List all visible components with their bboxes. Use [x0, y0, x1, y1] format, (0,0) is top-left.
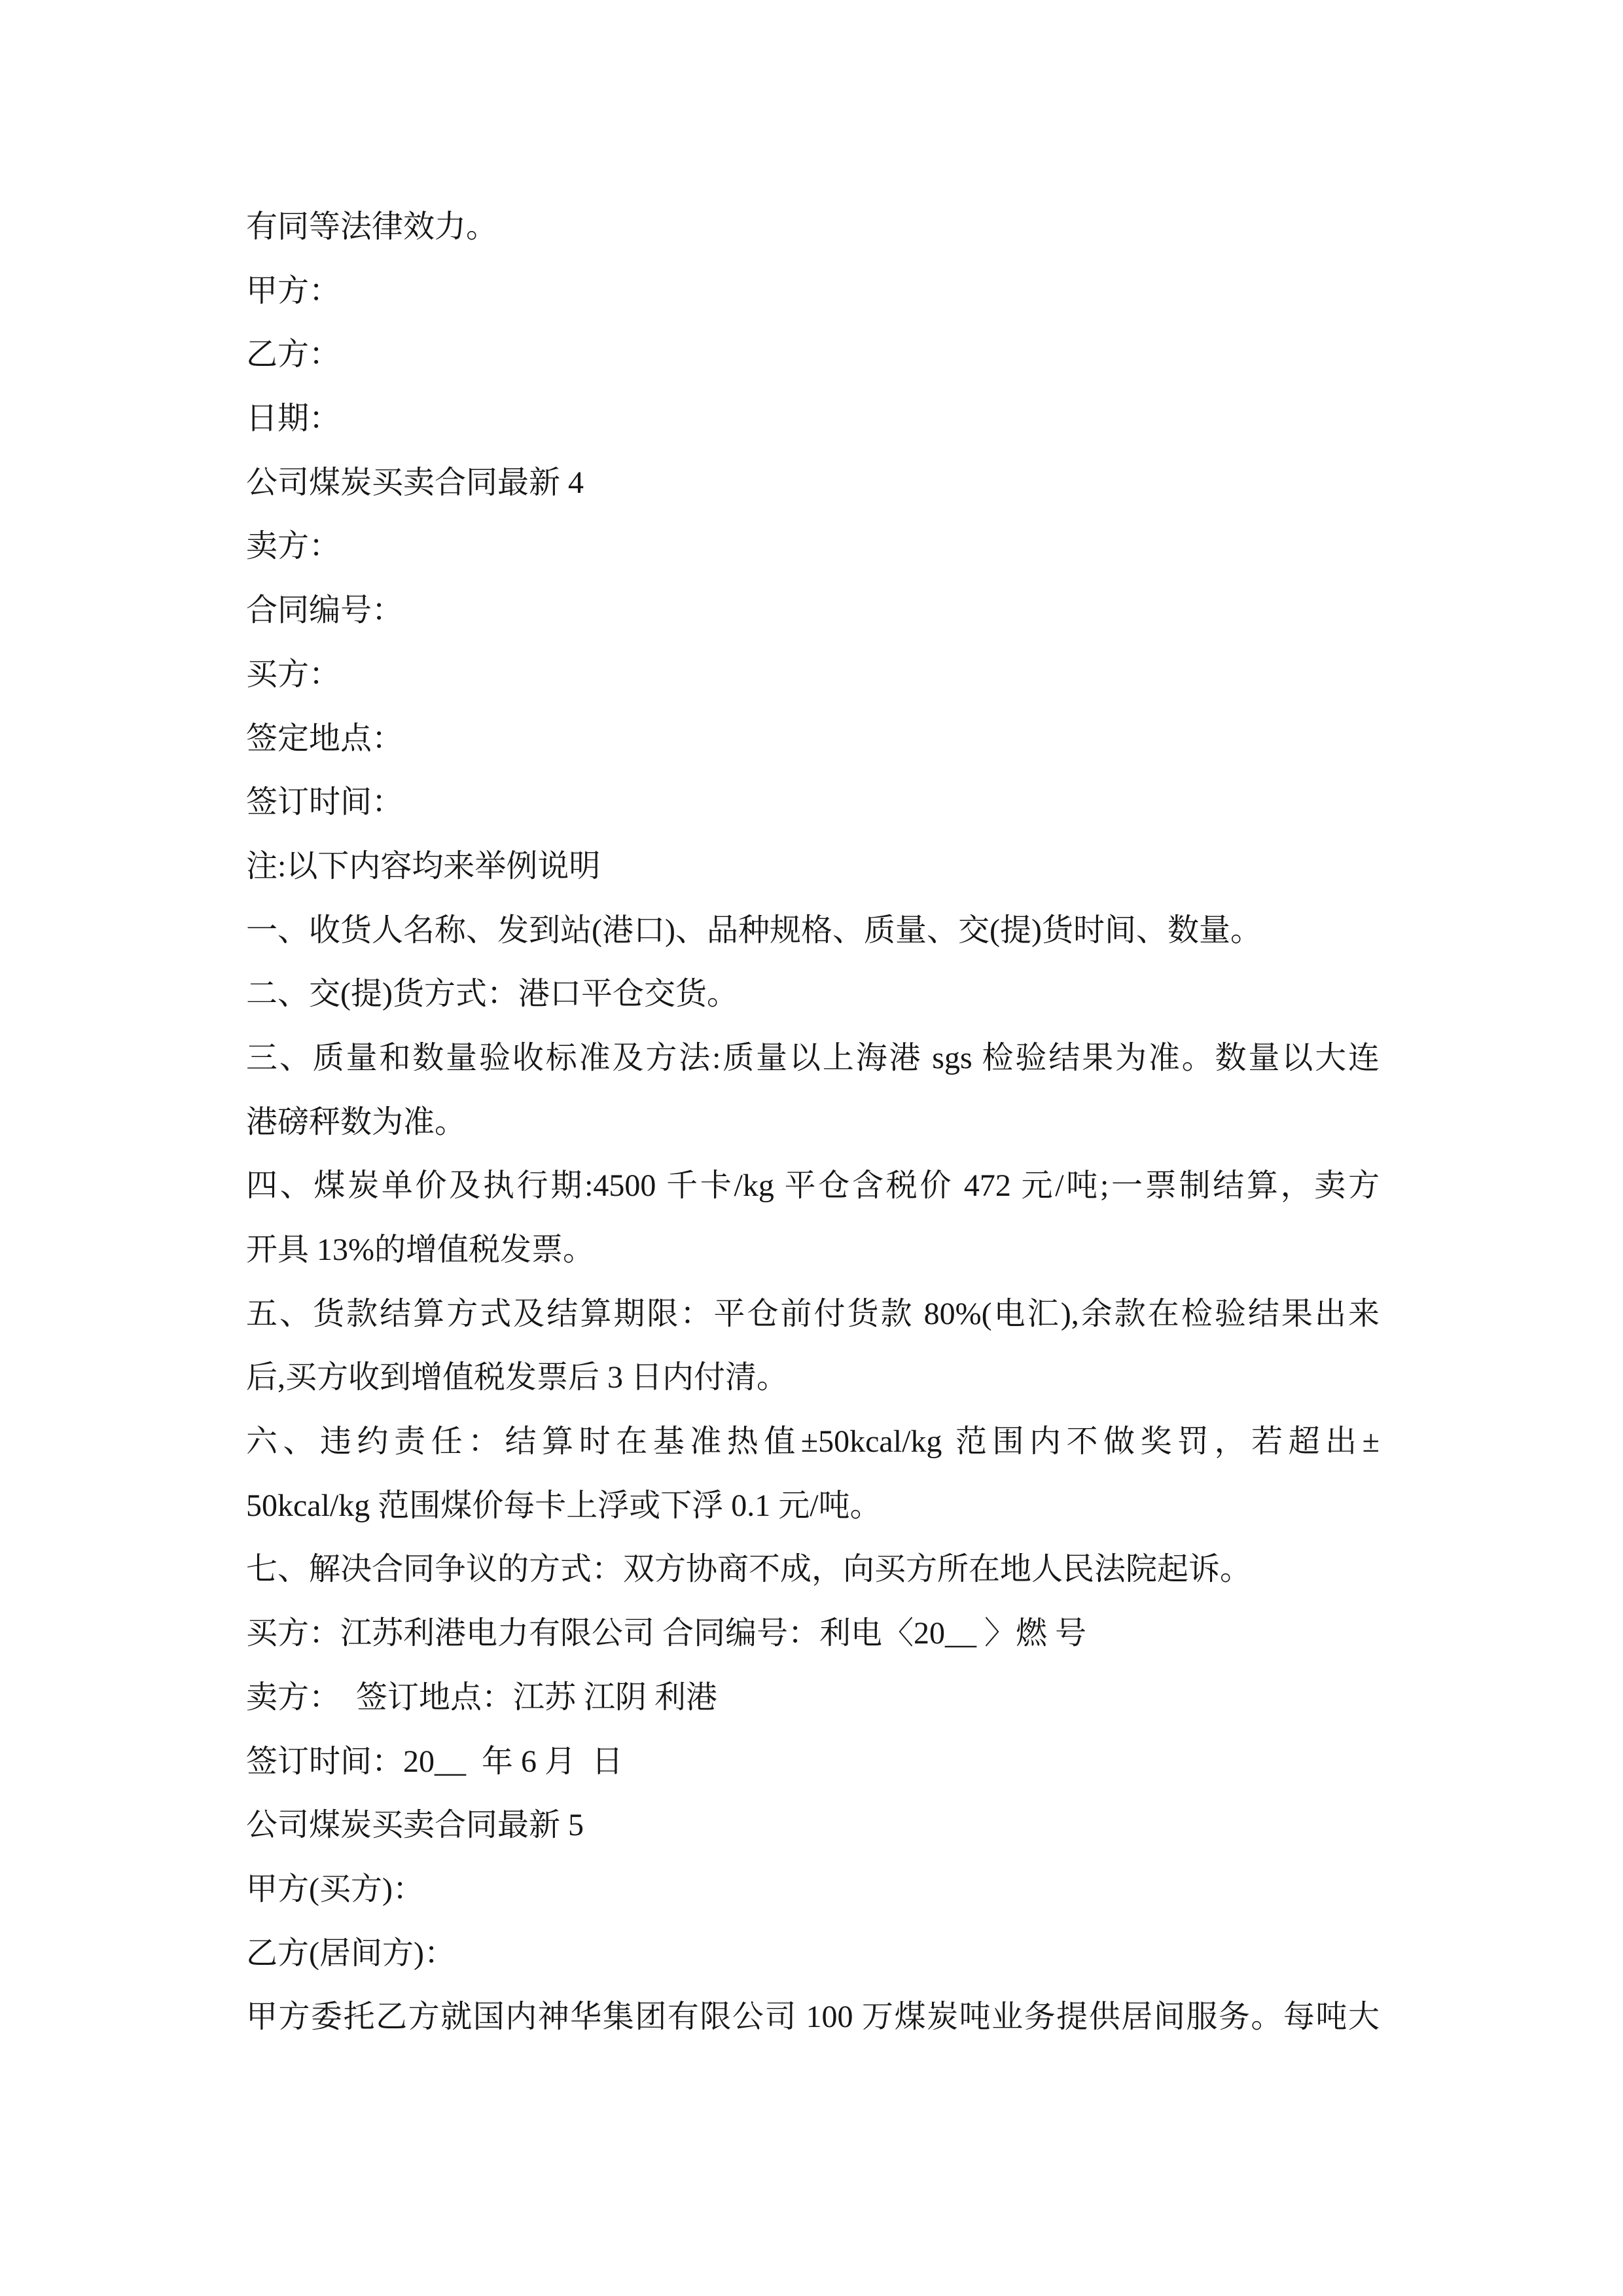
contract-5-title: 公司煤炭买卖合同最新 5: [246, 1808, 584, 1843]
seller-label: 卖方：: [246, 529, 341, 564]
signing-place-label: 签定地点：: [246, 721, 404, 756]
clause-7: 七、解决合同争议的方式：双方协商不成，向买方所在地人民法院起诉。: [246, 1552, 1252, 1587]
clause-4-line-2: 开具 13%的增值税发票。: [246, 1232, 594, 1267]
party-a-label: 甲方：: [246, 273, 341, 308]
document-body: [246, 195, 1380, 2049]
commission-clause-line-1: 甲方委托乙方就国内神华集团有限公司 100 万煤炭吨业务提供居间服务。每吨大: [246, 2000, 1380, 2035]
seller-signature-line: 卖方： 签订地点：江苏 江阴 利港: [246, 1679, 718, 1715]
signing-time-label: 签订时间：: [246, 785, 404, 820]
contract-number-label: 合同编号：: [246, 593, 404, 628]
clause-4-line-1: 四、煤炭单价及执行期:4500 千卡/kg 平仓含税价 472 元/吨;一票制结算，卖方: [246, 1168, 1380, 1204]
clause-6-line-2: 50kcal/kg 范围煤价每卡上浮或下浮 0.1 元/吨。: [246, 1488, 882, 1523]
clause-3-line-1: 三、质量和数量验收标准及方法:质量以上海港 sgs 检验结果为准。数量以大连: [246, 1040, 1380, 1075]
clause-3-line-2: 港磅秤数为准。: [246, 1104, 467, 1139]
clause-2: 二、交(提)货方式：港口平仓交货。: [246, 977, 738, 1012]
note-line: 注:以下内容均来举例说明: [246, 848, 601, 884]
clause-6-line-1: 六、违约责任：结算时在基准热值±50kcal/kg 范围内不做奖罚，若超出±: [246, 1424, 1380, 1460]
party-b-label: 乙方：: [246, 337, 341, 372]
buyer-label: 买方：: [246, 656, 341, 692]
signing-date-line: 签订时间：20__ 年 6 月 日: [246, 1744, 624, 1779]
party-a-buyer-label: 甲方(买方)：: [246, 1871, 424, 1907]
clause-1: 一、收货人名称、发到站(港口)、品种规格、质量、交(提)货时间、数量。: [246, 912, 1262, 948]
contract-4-title: 公司煤炭买卖合同最新 4: [246, 465, 584, 500]
body-line-legal-effect: 有同等法律效力。: [246, 209, 498, 244]
clause-5-line-1: 五、货款结算方式及结算期限：平仓前付货款 80%(电汇),余款在检验结果出来: [246, 1296, 1380, 1331]
date-label: 日期：: [246, 401, 341, 437]
party-b-intermediary-label: 乙方(居间方)：: [246, 1935, 455, 1971]
buyer-signature-line: 买方：江苏利港电力有限公司 合同编号：利电〈20__ 〉燃 号: [246, 1616, 1087, 1651]
clause-5-line-2: 后,买方收到增值税发票后 3 日内付清。: [246, 1360, 789, 1395]
